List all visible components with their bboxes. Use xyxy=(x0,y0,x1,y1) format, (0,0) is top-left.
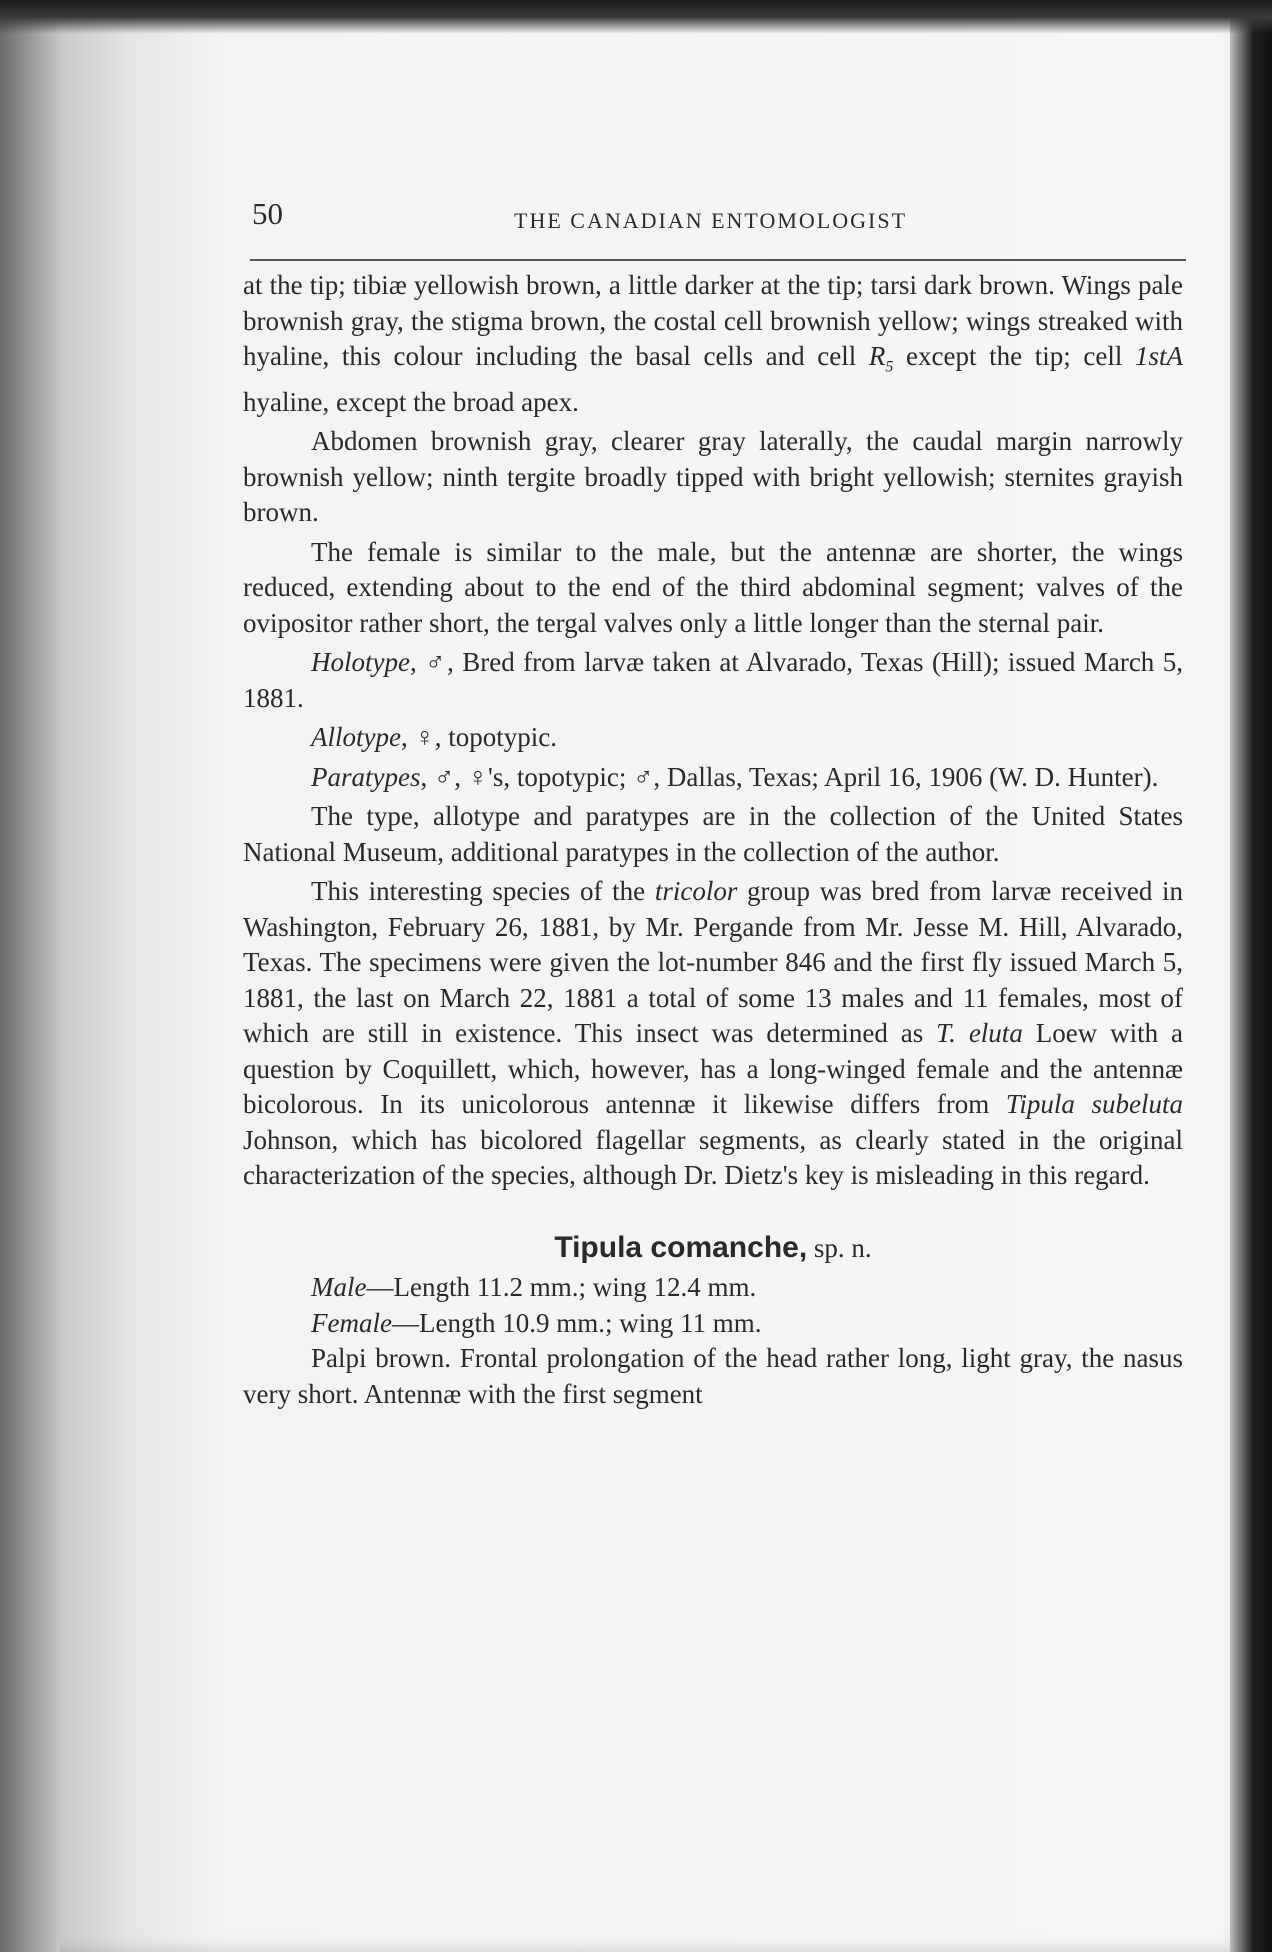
eluta-term: T. eluta xyxy=(936,1018,1023,1049)
tricolor-term: tricolor xyxy=(654,876,738,907)
paragraph-paratypes: Paratypes, ♂, ♀'s, topotypic; ♂, Dallas, Texas; April 16, 1906 (W. D. Hunter). xyxy=(311,761,1159,792)
species-heading xyxy=(243,1230,1183,1267)
paragraph-abdomen: Abdomen brownish gray, clearer gray laterally, the caudal margin narrowly brownish yellow; ninth tergite broadly tipped with bright yellowish; sternites grayish brown. xyxy=(243,426,1183,528)
allotype-label: Allotype xyxy=(311,722,401,753)
cell-r5-label: $R_5$ xyxy=(868,341,894,376)
page-right-edge xyxy=(1230,0,1272,1952)
page-top-edge xyxy=(0,0,1272,34)
species-description: Palpi brown. Frontal prolongation of the head rather long, light gray, the nasus very short. Antennæ with the first segment xyxy=(243,1343,1183,1409)
body-text xyxy=(243,268,1183,1412)
paragraph-allotype: Allotype, ♀, topotypic. xyxy=(311,722,557,753)
paragraph-holotype: Holotype, ♂, Bred from larvæ taken at Alvarado, Texas (Hill); issued March 5, 1881. xyxy=(243,647,1183,713)
male-measurements: Male—Length 11.2 mm.; wing 12.4 mm. xyxy=(311,1272,757,1303)
subeluta-term: Tipula subeluta xyxy=(1005,1089,1183,1120)
cell-1sta-label: 1stA xyxy=(1134,341,1183,371)
page-number: 50 xyxy=(252,196,283,231)
journal-title: THE CANADIAN ENTOMOLOGIST xyxy=(514,208,908,233)
male-label: Male xyxy=(311,1272,367,1303)
paragraph-female: The female is similar to the male, but the antennæ are shorter, the wings reduced, extending about to the end of the third abdominal segment; valves of the ovipositor rather short, the tergal valves only a little longer than the sternal pair. xyxy=(243,536,1183,638)
paragraph-wing-description: at the tip; tibiæ yellowish brown, a little darker at the tip; tarsi dark brown. Wings pale brownish gray, the stigma brown, the costal cell brownish yellow; wings streaked with hyaline, this colour including the basal cells and cell $R_5$ except the tip; cell 1stA hyaline, except the broad apex. xyxy=(243,270,1183,417)
holotype-label: Holotype xyxy=(311,647,410,678)
paragraph-discussion: This interesting species of the tricolor group was bred from larvæ received in Washington, February 26, 1881, by Mr. Pergande from Mr. Jesse M. Hill, Alvarado, Texas. The specimens were given the lot-number 846 and the first fly issued March 5, 1881, the last on March 22, 1881 a total of some 13 males and 11 females, most of which are still in existence. This insect was determined as T. eluta Loew with a question by Coquillett, which, however, has a long-winged female and the antennæ bicolorous. In its unicolorous antennæ it likewise differs from Tipula subeluta Johnson, which has bicolored flagellar segments, as clearly stated in the original characterization of the species, although Dr. Dietz's key is misleading in this regard. xyxy=(243,876,1184,1191)
female-measurements: Female—Length 10.9 mm.; wing 11 mm. xyxy=(311,1307,762,1338)
paratypes-label: Paratypes xyxy=(311,761,421,792)
species-name: Tipula comanche, xyxy=(554,1230,808,1264)
species-suffix: sp. n. xyxy=(807,1232,872,1263)
running-head xyxy=(252,196,1186,236)
header-rule xyxy=(250,259,1186,261)
paragraph-collection: The type, allotype and paratypes are in the collection of the United States National Museum, additional paratypes in the collection of the author. xyxy=(243,801,1183,867)
female-label: Female xyxy=(311,1307,392,1338)
